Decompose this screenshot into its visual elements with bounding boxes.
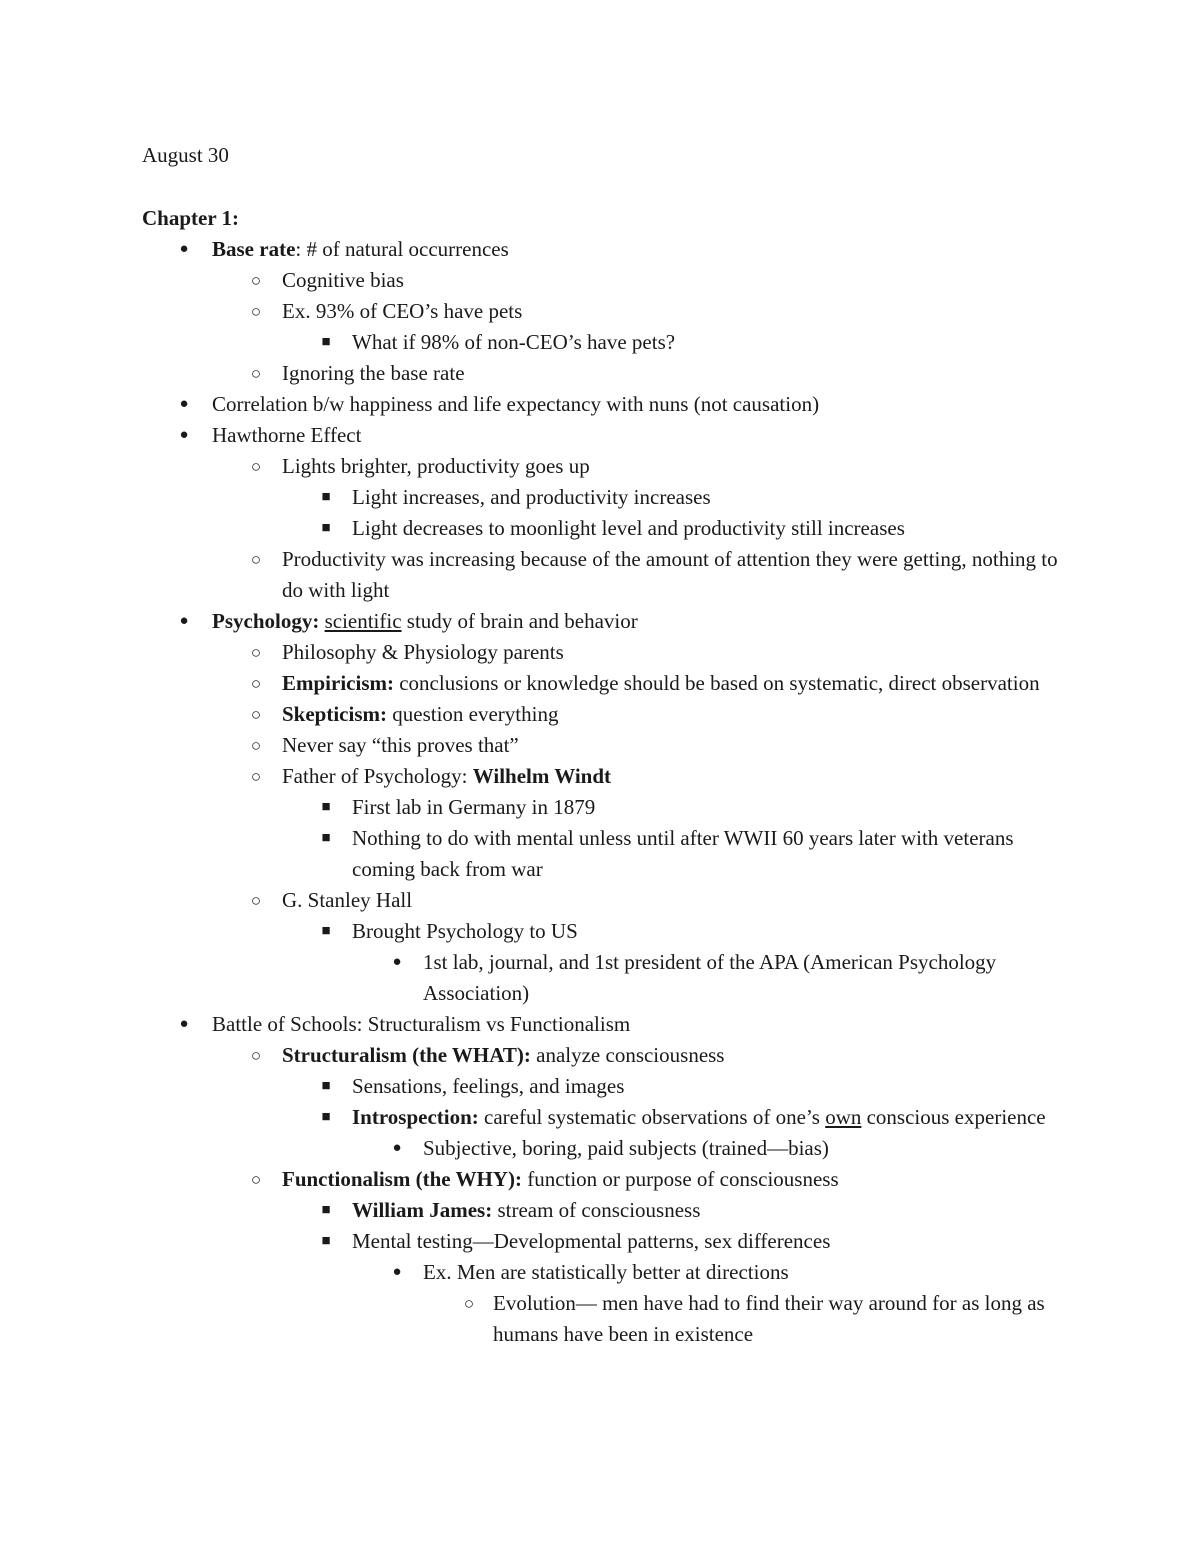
item-text: 1st lab, journal, and 1st president of the APA (American Psychology Association) (423, 950, 997, 1005)
underlined-text: scientific (324, 609, 402, 633)
bullet-marker-icon: ○ (250, 767, 262, 786)
item-text: Never say “this proves that” (282, 733, 519, 757)
item-text: Productivity was increasing because of the amount of attention they were getting, nothing to do with light (282, 547, 1058, 602)
list-item (142, 1164, 1072, 1195)
bold-term: Psychology: (212, 609, 320, 633)
list-item (142, 730, 1072, 761)
chapter-heading: Chapter 1: (142, 206, 240, 230)
note-date: August 30 (142, 143, 229, 167)
list-item (142, 1102, 1072, 1133)
bullet-marker-icon: ○ (250, 1170, 262, 1189)
list-item (142, 947, 1072, 1009)
item-text: Lights brighter, productivity goes up (282, 454, 590, 478)
item-text: Battle of Schools: Structuralism vs Functionalism (212, 1012, 631, 1036)
item-text: question everything (387, 702, 559, 726)
item-text: Mental testing—Developmental patterns, sex differences (352, 1229, 831, 1253)
item-text: G. Stanley Hall (282, 888, 413, 912)
bold-term: William James: (352, 1198, 493, 1222)
list-item (142, 637, 1072, 668)
bullet-marker-icon: ■ (321, 334, 331, 350)
list-item (142, 1133, 1072, 1164)
notes-list (142, 234, 1072, 1350)
item-text: Correlation b/w happiness and life expectancy with nuns (not causation) (212, 392, 820, 416)
item-text: Philosophy & Physiology parents (282, 640, 564, 664)
bullet-marker-icon: ● (179, 396, 189, 412)
list-item (142, 761, 1072, 792)
item-text: Brought Psychology to US (352, 919, 578, 943)
bullet-marker-icon: ● (179, 613, 189, 629)
bullet-marker-icon: ● (179, 427, 189, 443)
item-text: analyze consciousness (530, 1043, 725, 1067)
underlined-text: own (825, 1105, 862, 1129)
bullet-marker-icon: ○ (250, 1046, 262, 1065)
list-item (142, 668, 1072, 699)
item-text: Sensations, feelings, and images (352, 1074, 625, 1098)
item-text: Cognitive bias (282, 268, 404, 292)
list-item (142, 327, 1072, 358)
list-item (142, 389, 1072, 420)
item-text: conclusions or knowledge should be based on systematic, direct observation (393, 671, 1040, 695)
list-item (142, 358, 1072, 389)
bullet-marker-icon: ■ (321, 923, 331, 939)
item-text: Ignoring the base rate (282, 361, 465, 385)
list-item (142, 234, 1072, 265)
bold-term: Base rate (212, 237, 296, 261)
list-item (142, 1009, 1072, 1040)
list-item (142, 420, 1072, 451)
bullet-marker-icon: ● (392, 1140, 402, 1156)
list-item (142, 792, 1072, 823)
bullet-marker-icon: ● (179, 241, 189, 257)
item-text: Father of Psychology: (282, 764, 473, 788)
bullet-marker-icon: ● (392, 1264, 402, 1280)
bullet-marker-icon: ○ (250, 364, 262, 383)
bullet-marker-icon: ○ (250, 736, 262, 755)
item-text: conscious experience (861, 1105, 1046, 1129)
list-item (142, 451, 1072, 482)
item-text: Light decreases to moonlight level and productivity still increases (352, 516, 905, 540)
bullet-marker-icon: ● (392, 954, 402, 970)
item-text: What if 98% of non-CEO’s have pets? (352, 330, 676, 354)
bullet-marker-icon: ■ (321, 1109, 331, 1125)
list-item (142, 1257, 1072, 1288)
item-text: Ex. Men are statistically better at directions (423, 1260, 789, 1284)
bullet-marker-icon: ○ (250, 643, 262, 662)
bullet-marker-icon: ○ (250, 457, 262, 476)
bullet-marker-icon: ■ (321, 520, 331, 536)
bold-term: Structuralism (the WHAT): (282, 1043, 531, 1067)
list-item (142, 544, 1072, 606)
item-text: function or purpose of consciousness (521, 1167, 839, 1191)
item-text: Hawthorne Effect (212, 423, 362, 447)
bold-term: Wilhelm Windt (472, 764, 612, 788)
bullet-marker-icon: ○ (250, 891, 262, 910)
list-item (142, 296, 1072, 327)
item-text: stream of consciousness (492, 1198, 701, 1222)
bullet-marker-icon: ■ (321, 830, 331, 846)
list-item (142, 482, 1072, 513)
item-text: careful systematic observations of one’s (478, 1105, 826, 1129)
bullet-marker-icon: ● (179, 1016, 189, 1032)
list-item (142, 1195, 1072, 1226)
bullet-marker-icon: ■ (321, 489, 331, 505)
bullet-marker-icon: ○ (463, 1294, 475, 1313)
bullet-marker-icon: ○ (250, 674, 262, 693)
list-item (142, 265, 1072, 296)
list-item (142, 823, 1072, 885)
item-text: Ex. 93% of CEO’s have pets (282, 299, 523, 323)
list-item (142, 1288, 1072, 1350)
item-text: Nothing to do with mental unless until after WWII 60 years later with veterans coming back from war (352, 826, 1014, 881)
bold-term: Introspection: (352, 1105, 479, 1129)
bullet-marker-icon: ■ (321, 1078, 331, 1094)
bullet-marker-icon: ■ (321, 1233, 331, 1249)
item-text: First lab in Germany in 1879 (352, 795, 596, 819)
bold-term: Empiricism: (282, 671, 394, 695)
item-text: : # of natural occurrences (295, 237, 509, 261)
item-text: Evolution— men have had to find their way around for as long as humans have been in existence (493, 1291, 1045, 1346)
bold-term: Functionalism (the WHY): (282, 1167, 522, 1191)
item-text: Subjective, boring, paid subjects (trained—bias) (423, 1136, 829, 1160)
list-item (142, 699, 1072, 730)
item-text: study of brain and behavior (401, 609, 638, 633)
list-item (142, 606, 1072, 637)
bullet-marker-icon: ○ (250, 271, 262, 290)
bullet-marker-icon: ○ (250, 705, 262, 724)
list-item (142, 513, 1072, 544)
list-item (142, 1071, 1072, 1102)
bullet-marker-icon: ○ (250, 302, 262, 321)
bullet-marker-icon: ○ (250, 550, 262, 569)
bold-term: Skepticism: (282, 702, 387, 726)
list-item (142, 1040, 1072, 1071)
item-text: Light increases, and productivity increases (352, 485, 711, 509)
list-item (142, 916, 1072, 947)
bullet-marker-icon: ■ (321, 799, 331, 815)
list-item (142, 885, 1072, 916)
list-item (142, 1226, 1072, 1257)
bullet-marker-icon: ■ (321, 1202, 331, 1218)
